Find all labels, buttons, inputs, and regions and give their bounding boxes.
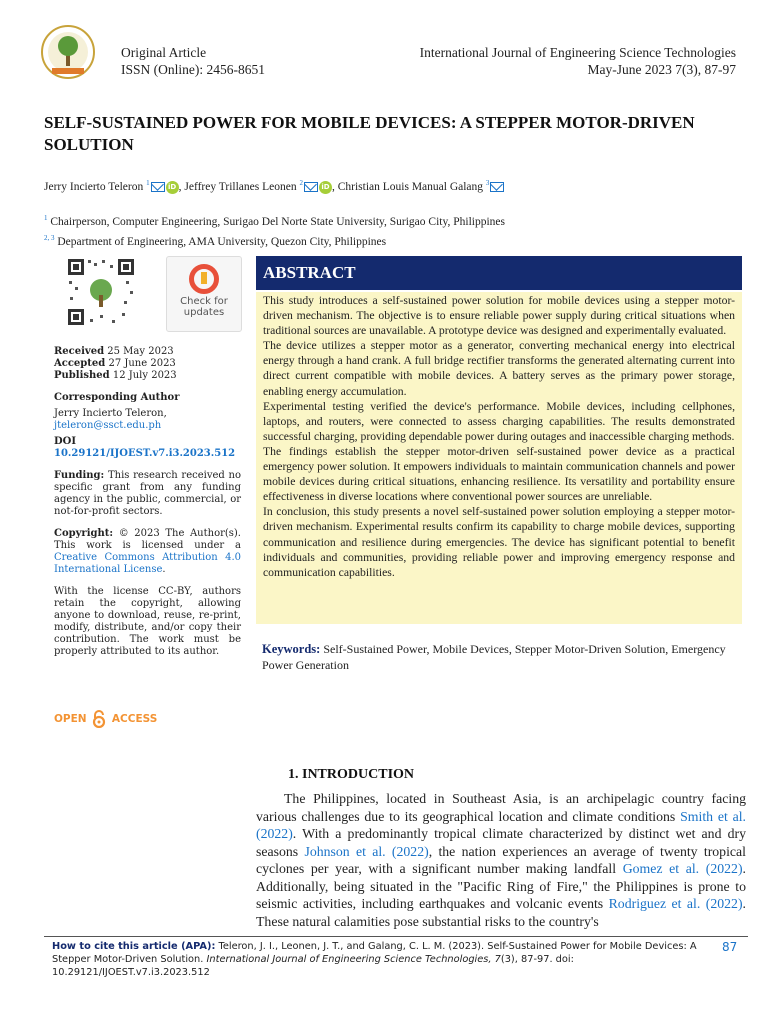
intro-text: The Philippines, located in Southeast Asia, is an archipelagic country facing various challenges due to its geographical location and climate conditions [256,791,746,824]
check-updates-line2: updates [183,307,225,318]
accepted-date: 27 June 2023 [108,358,176,369]
author-list: Jerry Incierto Teleron $^1$ iD , Jeffrey Trillanes Leonen $^2$ iD , Christian Louis Manual Galang $^3$ [44,179,505,194]
citation-text-end: (3), 87-97. doi: 10.29121/IJOEST.v7.i3.2023.512 [52,954,574,978]
orcid-icon[interactable]: iD [319,181,332,194]
intro-paragraph [256,790,746,930]
doi-label: DOI [54,436,77,447]
citation-label: How to cite this article (APA): [52,941,216,952]
journal-name: International Journal of Engineering Science Technologies [419,45,736,60]
intro-text: , the nation experiences an average of twenty tropical cyclones per year, with a significant number making landfall [256,843,746,876]
citation-journal: International Journal of Engineering Science Technologies, 7 [206,954,501,965]
doi-link[interactable]: 10.29121/IJOEST.v7.i3.2023.512 [54,448,236,459]
author-name: Jerry Incierto Teleron [44,180,144,193]
abstract-paragraph: The findings establish the stepper motor-driven self-sustained power device as a practical emergency power solution. It empowers individuals to maintain communication channels and power mobile devices during critical situations, enhancing resilience. Its versatility and portability ensure effectiveness in diverse locations where conventional power sources are unreliable. [263,444,735,504]
citation-link[interactable]: Gomez et al. (2022) [622,861,743,876]
citation-link[interactable]: Rodriguez et al. (2022) [608,896,743,911]
abstract-paragraph: The device utilizes a stepper motor as a generator, converting mechanical energy into electrical energy through a hand crank. A full bridge rectifier transforms the generated alternating current into direct current compatible with mobile devices. A battery serves as the primary power storage, enabling energy accumulation. [263,339,735,398]
affiliation-sup: 2, 3 [44,233,55,242]
copyright-label: Copyright: [54,528,114,539]
affiliation [44,230,505,250]
author-name: Christian Louis Manual Galang [337,180,484,193]
open-access-right: ACCESS [111,713,158,725]
citation-footer [52,940,712,979]
article-type: Original Article [121,45,207,60]
corresponding-name: Jerry Incierto Teleron, [54,408,167,419]
page-number: 87 [722,940,738,954]
author-sup: 1 [146,179,150,187]
orcid-icon[interactable]: iD [166,181,179,194]
affiliations [44,210,505,250]
accepted-label: Accepted [54,358,106,369]
copyright-end: . [162,564,166,575]
corresponding-email[interactable]: jteleron@ssct.edu.ph [54,420,162,431]
mail-icon[interactable] [151,182,165,192]
citation-link[interactable]: Johnson et al. (2022) [304,843,429,859]
funding-label: Funding: [54,470,105,481]
journal-logo [40,24,96,80]
keywords-label: Keywords: [262,642,321,656]
abstract-paragraph: This study introduces a self-sustained power solution for mobile devices using a stepper motor-driven mechanism. The objective is to ensure reliable power supply during critical situations when traditional sources are unavailable. A prototype device was designed and experimentally evaluated. [263,294,735,338]
section-heading: 1. INTRODUCTION [288,767,415,782]
published-date: 12 July 2023 [112,370,177,381]
open-access-left: OPEN [54,713,87,725]
author-sup: 3 [485,179,490,187]
check-for-updates-badge[interactable] [166,256,242,332]
keywords-text: Self-Sustained Power, Mobile Devices, Stepper Motor-Driven Solution, Emergency Power Generation [262,642,726,672]
mail-icon[interactable] [304,182,318,192]
intro-text: . These natural calamities pose substantial risks to the country's [256,896,746,929]
keywords [262,641,732,673]
affiliation [44,210,505,230]
abstract-paragraph: Experimental testing verified the device's performance. Mobile devices, including cellphones, laptops, and routers, were connected to assess charging capabilities. The results demonstrated successful charging, providing dependable power during outages and inaccessible charging methods. [263,399,735,443]
published-label: Published [54,370,110,381]
abstract-paragraph: In conclusion, this study presents a novel self-sustained power solution employing a stepper motor-driven mechanism. Experimental results confirm its capability to charge mobile devices, supporting communication and resilience during emergencies. The device has significant potential to benefit individuals and communities, providing reliable power and improving emergency response and communication capabilities. [263,505,735,579]
issn: ISSN (Online): 2456-8651 [121,62,265,77]
header-right [420,44,736,78]
check-updates-icon [189,264,219,294]
header-left [121,44,265,78]
journal-issue: May-June 2023 7(3), 87-97 [587,62,736,77]
abstract-body [256,292,742,624]
copyright-text: © 2023 The Author(s). This work is licensed under a [54,528,241,551]
corresponding-label: Corresponding Author [54,392,180,403]
paper-title: SELF-SUSTAINED POWER FOR MOBILE DEVICES: A STEPPER MOTOR-DRIVEN SOLUTION [44,113,695,154]
received-date: 25 May 2023 [107,346,174,357]
open-lock-icon [92,710,106,728]
citation-text: Teleron, J. I., Leonen, J. T., and Galang, C. L. M. (2023). Self-Sustained Power for Mobile Devices: A Stepper Motor-Driven Solution. [52,941,697,965]
author-sup: 2 [299,179,303,187]
received-label: Received [54,346,105,357]
funding-text: This research received no specific grant from any funding agency in the public, commercial, or not-for-profit sectors. [54,470,241,517]
abstract-heading: ABSTRACT [256,256,742,290]
article-info-column [54,346,241,658]
affiliation-text: Department of Engineering, AMA University, Quezon City, Philippines [57,235,387,248]
affiliation-text: Chairperson, Computer Engineering, Surigao Del Norte State University, Surigao City, Philippines [50,215,505,228]
intro-text: . With a predominantly tropical climate characterized by distinct wet and dry seasons [256,826,746,859]
license-link[interactable]: Creative Commons Attribution 4.0 International License [54,552,241,575]
affiliation-sup: 1 [44,214,48,222]
footer-divider [44,936,748,937]
open-access-badge [54,710,157,728]
author-name: Jeffrey Trillanes Leonen [184,180,297,193]
intro-text: . Additionally, being situated in the "Pacific Ring of Fire," the Philippines is prone to seismic activities, including earthquakes and volcanic events [256,861,746,911]
mail-icon[interactable] [490,182,504,192]
license-note: With the license CC-BY, authors retain the copyright, allowing anyone to download, reuse, re-print, modify, distribute, and/or copy their contribution. The work must be properly attributed to its author. [54,586,241,657]
check-updates-line1: Check for [180,296,228,307]
citation-link[interactable]: Smith et al. (2022) [256,808,746,841]
qr-code[interactable] [66,257,136,327]
